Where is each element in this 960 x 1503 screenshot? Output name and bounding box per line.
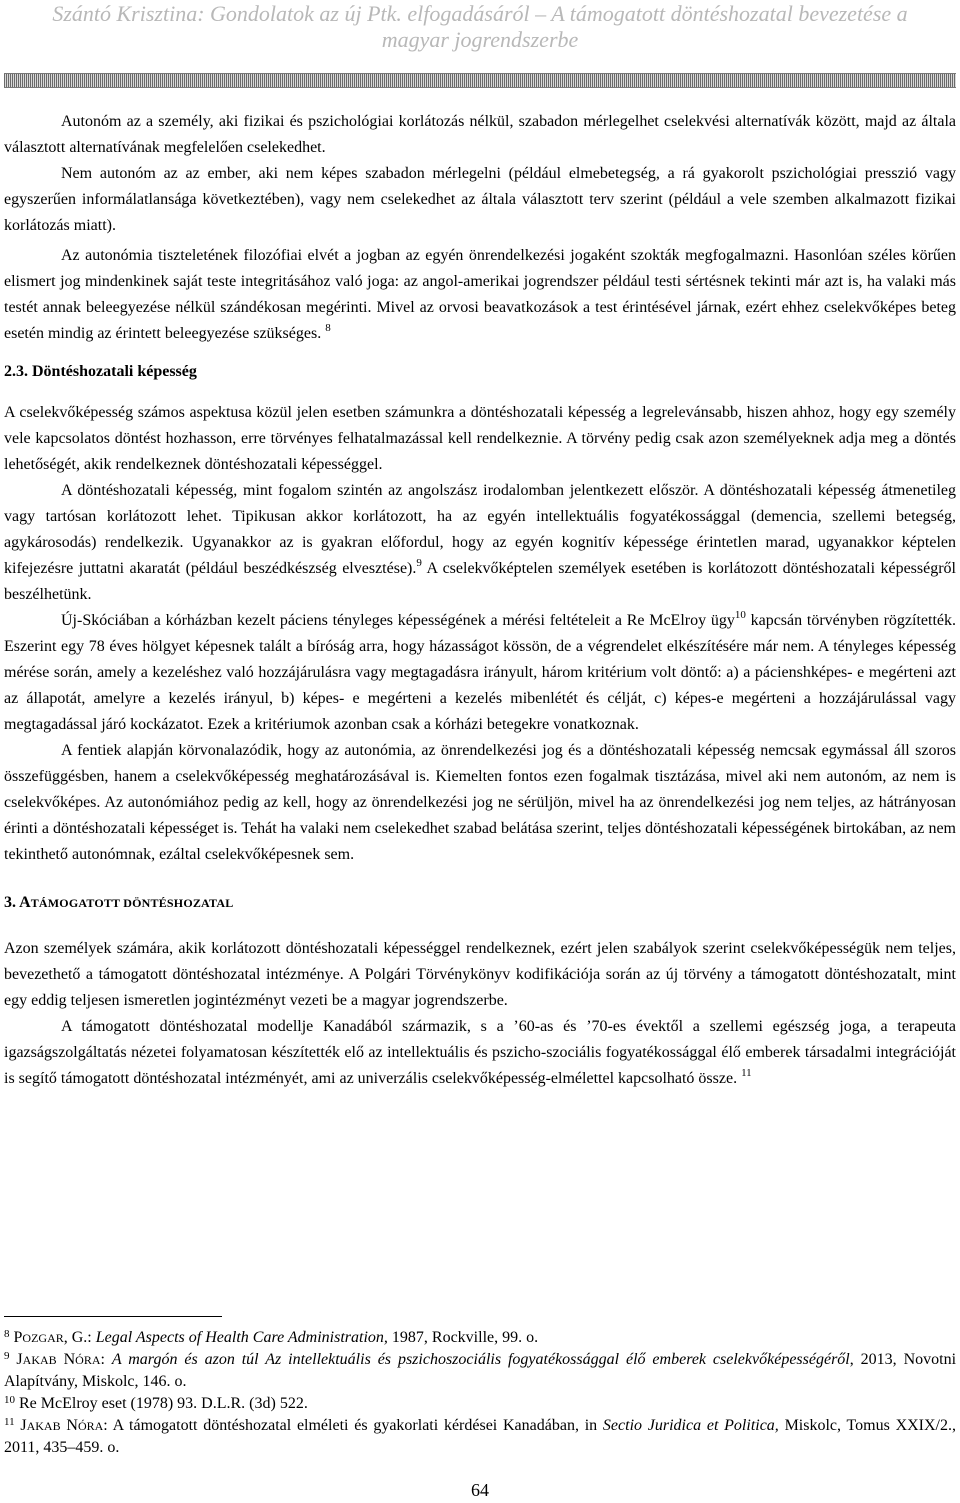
footnote-author-rest: AKAB [22,1353,57,1367]
header-divider [4,73,956,88]
footnote-8 [4,1327,956,1349]
running-header [0,0,960,53]
paragraph-self-determination [4,243,956,347]
section-number: 3. [4,894,16,911]
footnote-text: Re McElroy eset (1978) 93. D.L.R. (3d) 522. [15,1395,308,1412]
footnote-ref-8[interactable]: 8 [325,321,331,334]
paragraph-conclusion: A fentiek alapján körvonalazódik, hogy az autonómia, az önrendelkezési jog és a döntéshozatali képesség nemcsak egymással áll szoros összefüggésben, hanem a cselekvőképesség meghatározásával is. Kiemelten fontos ezen fogalmak tisztázása, mivel aki nem autonóm, az nem is cselekvőképes. Az autonómiához pedig az kell, hogy az önrendelkezési jog ne sérüljön, mivel ha az önrendelkezési jog nem teljes, az hátrányosan érinti a döntéshozatali képességet is. Tehát ha valaki nem cselekedhet szabad belátása szerint, teljes döntéshozatali képességének birtokában, az nem tekinthető autonómnak, ezáltal cselekvőképesnek sem. [4,742,956,863]
footnote-9 [4,1349,956,1393]
paragraph-nova-scotia-tail: kapcsán törvényben rögzítették. Eszerint egy 78 éves hölgyet képesnek talált a bíróság arra, hogy házasságot kössön, de a végrendelet elkészítésére már nem. A tényleges képesség mérése során, amely a kezeléshez való hozzájárulásra vagy megtagadásra irányult, három kritérium volt döntő: a) a pácienshképes- e megérteni azt az állapotát, amelyre a kezelés irányul, b) képes- e megérteni a kezelés mibenlétét és célját, c) képes-e megérteni a hozzájárulással vagy megtagadással járó kockázatot. Ezek a kritériumok azonban csak a kórházi betegekre vonatkoznak. [4,612,957,733]
footnote-mark: 9 [4,1350,10,1362]
footnote-author2-rest: ÓRA [75,1353,101,1367]
paragraph-capacity-concept-tail: A cselekvőképtelen személyek esetében is korlátozott döntéshozatali képességről beszélhetünk. [4,560,956,603]
paragraph-non-autonomous: Nem autonóm az az ember, aki nem képes szabadon mérlegelni (például elmebetegség, a rá gyakorolt pszichológiai presszió vagy egyszerűen informálatlansága következtében), vagy nem cselekedhet az általa választott terv szerint (például a vele szemben alkalmazott fizikai korlátozás miatt). [4,165,956,234]
footnote-sep: : [100,1351,112,1368]
footnote-ref-11[interactable]: 11 [741,1066,752,1079]
footnote-author-initial: P [13,1329,23,1346]
footnote-mark: 11 [4,1416,15,1428]
footnote-author-initial: J [16,1351,23,1368]
subsection-title: Döntéshozatali képesség [32,363,197,380]
paragraph-canada-model [4,1014,956,1092]
section-heading [4,892,956,914]
footnote-title: Legal Aspects of Health Care Administration, [95,1329,388,1346]
footnote-author-initial: J [20,1417,27,1434]
subsection-number: 2.3. [4,363,28,380]
paragraph-nova-scotia-text: Új-Skóciában a kórházban kezelt páciens tényleges képességének a mérési feltételeit a Re McElroy ügy [61,612,735,629]
footnote-separator [4,1316,222,1317]
main-text [4,109,956,1092]
footnote-title: A margón és azon túl Az intellektuális és pszichoszociális fogyatékossággal élő emberek cselekvőképességéről [111,1351,850,1368]
paragraph-capacity-concept [4,478,956,608]
footnote-author2-rest: ÓRA [77,1419,104,1433]
footnotes [4,1327,956,1459]
footnote-rest: , 2013, Novotni Alapítvány, Miskolc, 146. o. [4,1351,957,1390]
paragraph-autonomy-definition: Autonóm az a személy, aki fizikai és pszichológiai korlátozás nélkül, szabadon mérlegelhet cselekvési alternatívák között, majd az általa választott alternatívának megfelelően cselekedhet. [4,113,956,156]
paragraph-nova-scotia [4,608,956,738]
footnote-mark: 8 [4,1328,10,1340]
paragraph-self-determination-text: Az autonómia tiszteletének filozófiai elvét a jogban az egyén önrendelkezési jogaként szokták megfogalmazni. Hasonlóan széles körűen elismert jog mindenkinek saját teste integritásához való joga: az angol-amerikai jogrendszer például testi sértésnek tekinti már azt is, ha valaki más testét annak beleegyezése nélkül szándékosan megérinti. Mivel az orvosi beavatkozások a test érintésével járnak, ezért ehhez cselekvőképes beteg esetén mindig az érintett beleegyezése szükséges. [4,247,956,342]
footnote-author2-initial: N [63,1351,76,1368]
paragraph-capacity-concept-text: A döntéshozatali képesség, mint fogalom szintén az angolszász irodalomban jelentkezett először. A döntéshozatali képesség átmenetileg vagy tartósan korlátozott lehet. Tipikusan akkor korlátozott, ha az egyén intellektuális fogyatékossággal (demencia, szellemi betegség, agykárosodás) rendelkezik. Ugyanakkor az is gyakran előfordul, hogy az egyén kognitív képessége érintetlen marad, ugyanakkor képtelen kifejezésre juttatni akaratát (például beszédkészség elvesztése). [4,482,956,577]
footnote-11 [4,1415,956,1459]
footnote-author-rest: AKAB [26,1419,61,1433]
running-header-line2: magyar jogrendszerbe [381,27,579,52]
paragraph-canada-model-text: A támogatott döntéshozatal modellje Kanadából származik, s a ’60-as és ’70-es évektől a szellemi egészség joga, a terapeuta igazságszolgáltatás nézetei folyamatosan készítették elő az intellektuális és pszicho-szociális fogyatékossággal élő emberek társadalmi integrációját is segítő támogatott döntéshozatal intézményét, ami az univerzális cselekvőképesség-elmélettel kapcsolható össze. [4,1018,956,1087]
page-number: 64 [471,1480,489,1500]
footnote-author2-initial: N [66,1417,78,1434]
section-title-first-letter: A [19,894,31,911]
footnote-rest: Miskolc, Tomus XXIX/2., 2011, 435–459. o. [4,1417,957,1456]
footnote-10 [4,1393,956,1415]
footnote-mark: 10 [4,1394,15,1406]
footnote-journal: Sectio Juridica et Politica, [602,1417,779,1434]
section-title-rest: TÁMOGATOTT DÖNTÉSHOZATAL [30,896,234,910]
footnote-rest: 1987, Rockville, 99. o. [387,1329,539,1346]
footnote-author-tail: , G.: [63,1329,96,1346]
footnote-author-rest: OZGAR [22,1331,64,1345]
footnote-text: : A támogatott döntéshozatal elméleti és gyakorlati kérdései Kanadában, in [103,1417,603,1434]
paragraph-decision-capacity: A cselekvőképesség számos aspektusa közül jelen esetben számunkra a döntéshozatali képesség a legrelevánsabb, hiszen ahhoz, hogy egy személy vele kapcsolatos döntést hozhasson, erre törvényes felhatalmazással kell rendelkeznie. A törvény pedig csak azon személyeknek adja meg a döntés lehetőségét, akik rendelkeznek döntéshozatali képességgel. [4,404,956,473]
subsection-heading [4,360,956,384]
paragraph-supported-decision: Azon személyek számára, akik korlátozott döntéshozatali képességgel rendelkeznek, ezért jelen szabályok szerint cselekvőképességük nem teljes, bevezethető a támogatott döntéshozatal intézménye. A Polgári Törvénykönyv kodifikációja során az új törvény a támogatott döntéshozatalt, mint egy eddig teljesen ismeretlen jogintézményt vezeti be a magyar jogrendszerbe. [4,940,956,1009]
footnote-ref-9[interactable]: 9 [416,556,422,569]
footnote-ref-10[interactable]: 10 [734,608,746,621]
running-header-line1: Szántó Krisztina: Gondolatok az új Ptk. elfogadásáról – A támogatott döntéshozatal bevezetése a [52,1,908,26]
